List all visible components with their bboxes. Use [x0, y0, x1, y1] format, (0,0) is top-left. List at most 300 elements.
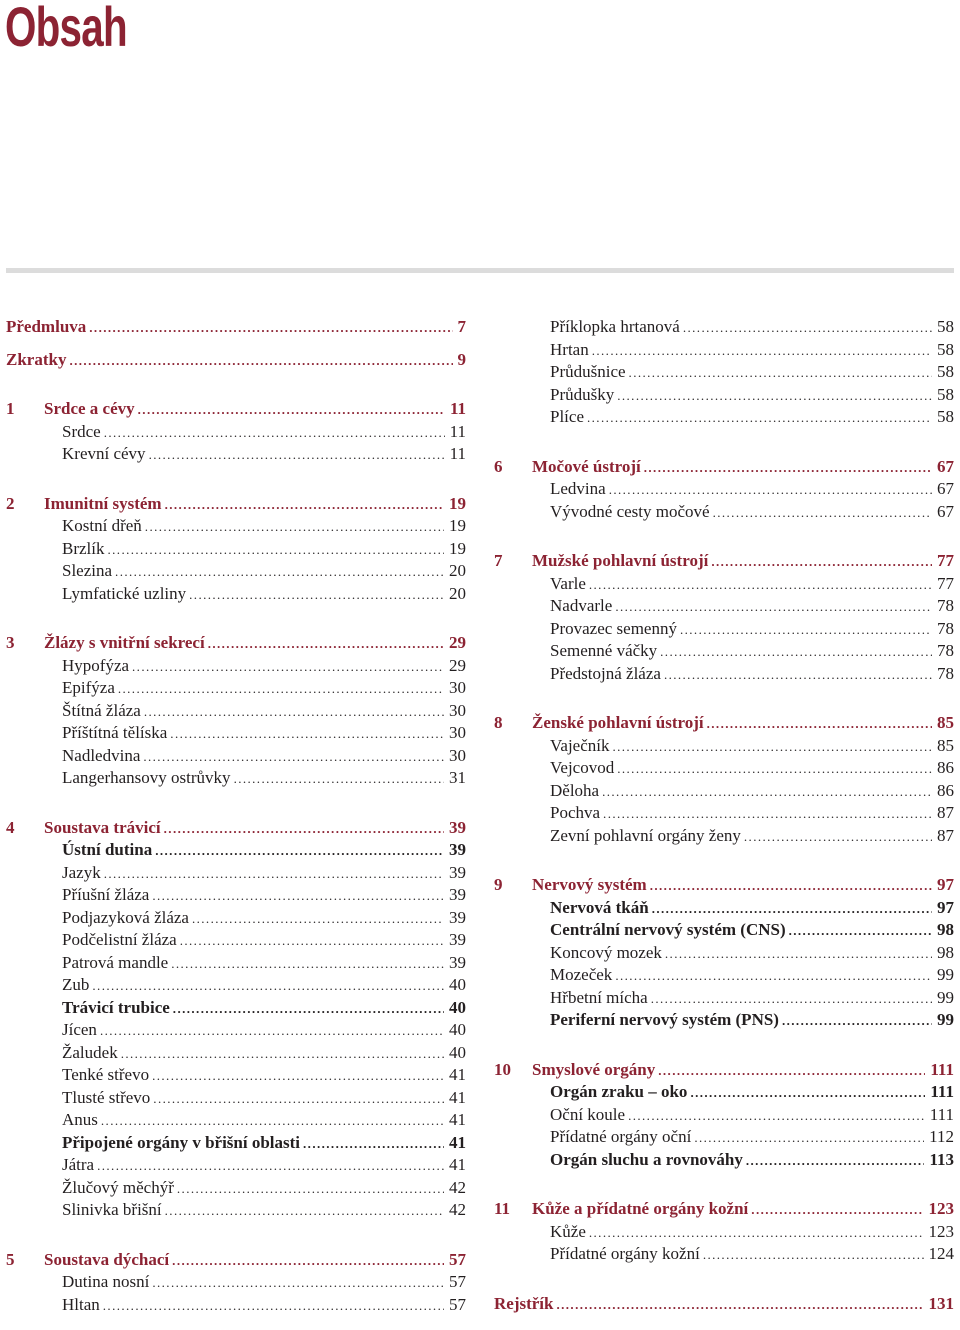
toc-entry-label: Patrová mandle: [62, 952, 169, 972]
toc-chapter-row[interactable]: [494, 456, 954, 479]
toc-spacer: [6, 605, 466, 632]
toc-page-number: 19: [449, 516, 466, 535]
toc-entry-label: Podjazyková žláza: [62, 907, 189, 927]
toc-spacer: [6, 466, 466, 493]
toc-entry-label: Brzlík: [62, 538, 105, 558]
toc-page-number: 57: [449, 1272, 466, 1291]
toc-section-row[interactable]: [6, 1177, 466, 1200]
toc-page-number: 67: [937, 456, 954, 476]
toc-page-number: 67: [937, 479, 954, 498]
toc-page-number: 78: [937, 596, 954, 615]
toc-entry-label: Hřbetní mícha: [550, 987, 648, 1007]
toc-chapter-row[interactable]: [6, 1249, 466, 1272]
toc-page-number: 7: [457, 317, 466, 336]
toc-section-row[interactable]: [6, 1199, 466, 1222]
toc-page-number: 40: [449, 1020, 466, 1039]
toc-entry-label: Nervová tkáň: [550, 897, 649, 917]
toc-chapter-row[interactable]: [494, 1059, 954, 1082]
toc-chapter-row[interactable]: [6, 493, 466, 516]
toc-spacer: [6, 371, 466, 398]
toc-entry-label: Hrtan: [550, 339, 589, 359]
toc-page-number: 40: [449, 1042, 466, 1062]
toc-page-number: 111: [929, 1104, 954, 1124]
toc-section-row[interactable]: [6, 839, 466, 862]
toc-spacer: [494, 1266, 954, 1293]
toc-section-row[interactable]: [6, 1042, 466, 1065]
toc-entry-label: Oční koule: [550, 1104, 626, 1124]
toc-entry-label: Vaječník: [550, 735, 610, 755]
toc-entry-body: [550, 595, 954, 618]
toc-entry-label: Kůže: [550, 1221, 586, 1241]
toc-page-number: 113: [929, 1149, 954, 1169]
toc-entry-label: Příušní žláza: [62, 885, 150, 904]
dot-leader: [782, 1010, 932, 1032]
toc-section-row[interactable]: [6, 421, 466, 444]
toc-section-row[interactable]: [494, 757, 954, 780]
toc-section-row[interactable]: [6, 1064, 466, 1087]
toc-entry-label: Pochva: [550, 803, 601, 822]
toc-page-number: 131: [928, 1293, 954, 1313]
toc-spacer: [6, 339, 466, 349]
dot-leader: [589, 574, 932, 596]
toc-section-row[interactable]: [494, 1009, 954, 1032]
toc-entry-body: [550, 361, 954, 384]
toc-page-number: 97: [937, 875, 954, 894]
toc-section-row[interactable]: [6, 1109, 466, 1132]
toc-entry-body: [550, 919, 954, 942]
dot-leader: [103, 1295, 444, 1317]
toc-entry-label: Hltan: [62, 1294, 100, 1314]
toc-page-number: 78: [937, 641, 954, 660]
toc-entry-label: Soustava trávicí: [44, 817, 161, 837]
toc-entry-body: [62, 1294, 466, 1317]
dot-leader: [104, 863, 444, 885]
toc-section-row[interactable]: [494, 501, 954, 524]
toc-section-row[interactable]: [494, 964, 954, 987]
dot-leader: [587, 407, 932, 429]
toc-page-number: 77: [937, 573, 954, 593]
toc-section-row[interactable]: [494, 919, 954, 942]
toc-section-row[interactable]: [6, 560, 466, 583]
toc-page-number: 9: [457, 349, 466, 369]
toc-page-number: 57: [449, 1294, 466, 1314]
toc-section-row[interactable]: [494, 339, 954, 362]
toc-top-entry-row[interactable]: [6, 316, 466, 339]
toc-section-row[interactable]: [6, 1154, 466, 1177]
toc-entry-label: Smyslové orgány: [532, 1059, 656, 1079]
toc-section-row[interactable]: [494, 802, 954, 825]
dot-leader: [592, 340, 932, 362]
chapter-number: 9: [494, 875, 503, 894]
dot-leader: [189, 584, 444, 606]
toc-entry-label: Přídatné orgány oční: [550, 1127, 692, 1146]
toc-section-row[interactable]: [494, 406, 954, 429]
toc-entry-body: [532, 550, 954, 573]
dot-leader: [208, 633, 444, 655]
toc-entry-body: [532, 712, 954, 735]
toc-entry-body: [62, 862, 466, 885]
toc-entry-body: [62, 929, 466, 952]
dot-leader: [628, 1105, 925, 1127]
dot-leader: [602, 781, 932, 803]
chapter-number: 2: [6, 493, 15, 513]
chapter-number: 1: [6, 399, 15, 418]
toc-entry-label: Slezina: [62, 561, 113, 580]
toc-section-row[interactable]: [494, 663, 954, 686]
chapter-number: 7: [494, 551, 503, 570]
toc-page-number: 30: [449, 745, 466, 765]
toc-entry-body: [550, 1104, 954, 1127]
toc-entry-label: Langerhansovy ostrůvky: [62, 768, 231, 787]
toc-page-number: 41: [449, 1065, 466, 1084]
dot-leader: [97, 1155, 444, 1177]
toc-entry-body: [62, 1087, 466, 1110]
toc-page-number: 123: [928, 1221, 954, 1241]
dot-leader: [180, 930, 444, 952]
dot-leader: [121, 1043, 444, 1065]
toc-entry-label: Anus: [62, 1110, 98, 1129]
dot-leader: [165, 1200, 444, 1222]
toc-entry-label: Kůže a přídatné orgány kožní: [532, 1199, 749, 1218]
toc-chapter-row[interactable]: [6, 398, 466, 421]
toc-page-number: 11: [449, 399, 466, 418]
dot-leader: [617, 385, 932, 407]
toc-entry-body: [550, 1126, 954, 1149]
toc-page-number: 112: [929, 1127, 954, 1146]
dot-leader: [177, 1178, 444, 1200]
toc-chapter-row[interactable]: [494, 874, 954, 897]
toc-page-number: 86: [937, 780, 954, 800]
toc-section-row[interactable]: [6, 515, 466, 538]
toc-section-row[interactable]: [6, 655, 466, 678]
toc-page-number: 39: [449, 907, 466, 927]
toc-entry-label: Jazyk: [62, 862, 101, 882]
toc-entry-label: Přídatné orgány kožní: [550, 1244, 700, 1263]
toc-entry-label: Nervový systém: [532, 875, 647, 894]
dot-leader: [115, 561, 444, 583]
toc-section-row[interactable]: [6, 700, 466, 723]
toc-section-row[interactable]: [494, 1081, 954, 1104]
toc-entry-body: [550, 640, 954, 663]
toc-entry-body: [62, 907, 466, 930]
toc-section-row[interactable]: [494, 1243, 954, 1266]
toc-entry-label: Orgán sluchu a rovnováhy: [550, 1149, 743, 1169]
toc-entry-label: Nadvarle: [550, 596, 613, 615]
toc-section-row[interactable]: [6, 997, 466, 1020]
toc-entry-body: [532, 1059, 954, 1082]
toc-page-number: 78: [937, 618, 954, 638]
dot-leader: [707, 713, 932, 735]
dot-leader: [751, 1199, 923, 1221]
toc-page-number: 111: [930, 1059, 954, 1079]
toc-page-number: 20: [449, 561, 466, 580]
toc-entry-body: [62, 515, 466, 538]
toc-entry-body: [62, 538, 466, 561]
dot-leader: [171, 953, 444, 975]
toc-column-left: [6, 316, 466, 1316]
toc-page-number: 31: [449, 768, 466, 787]
toc-entry-body: [550, 406, 954, 429]
toc-entry-body: [532, 1198, 954, 1221]
dot-leader: [711, 551, 932, 573]
toc-page-number: 29: [449, 633, 466, 652]
toc-spacer: [6, 790, 466, 817]
toc-entry-body: [550, 1221, 954, 1244]
toc-section-row[interactable]: [6, 1087, 466, 1110]
toc-page-number: 67: [937, 501, 954, 521]
toc-section-row[interactable]: [494, 987, 954, 1010]
toc-section-row[interactable]: [6, 884, 466, 907]
dot-leader: [170, 723, 444, 745]
toc-section-row[interactable]: [494, 316, 954, 339]
dot-leader: [746, 1150, 925, 1172]
toc-entry-body: [62, 655, 466, 678]
toc-entry-body: [550, 1243, 954, 1266]
toc-entry-label: Připojené orgány v břišní oblasti: [62, 1132, 301, 1152]
dot-leader: [100, 1020, 444, 1042]
toc-entry-body: [550, 501, 954, 524]
toc-chapter-row[interactable]: [494, 550, 954, 573]
toc-section-row[interactable]: [494, 825, 954, 848]
dot-leader: [664, 664, 932, 686]
toc-section-row[interactable]: [494, 595, 954, 618]
toc-entry-label: Děloha: [550, 780, 600, 800]
dot-leader: [589, 1222, 924, 1244]
chapter-number: 10: [494, 1059, 511, 1079]
toc-entry-body: [550, 663, 954, 686]
toc-entry-body: [550, 825, 954, 848]
toc-section-row[interactable]: [494, 897, 954, 920]
toc-entry-body: [62, 1154, 466, 1177]
dot-leader: [615, 965, 932, 987]
toc-entry-label: Předstojná žláza: [550, 663, 661, 683]
dot-leader: [690, 1082, 925, 1104]
toc-entry-body: [44, 817, 466, 840]
toc-entry-label: Průdušky: [550, 384, 615, 404]
toc-entry-body: [550, 1081, 954, 1104]
toc-page-number: 58: [937, 362, 954, 381]
dot-leader: [651, 988, 932, 1010]
toc-entry-body: [550, 735, 954, 758]
toc-section-row[interactable]: [494, 1126, 954, 1149]
chapter-number: 4: [6, 817, 15, 837]
toc-section-row[interactable]: [6, 1294, 466, 1317]
toc-section-row[interactable]: [6, 538, 466, 561]
toc-entry-body: [62, 745, 466, 768]
toc-entry-label: Dutina nosní: [62, 1272, 150, 1291]
toc-page-number: 78: [937, 663, 954, 683]
toc-entry-body: [62, 700, 466, 723]
toc-section-row[interactable]: [6, 974, 466, 997]
toc-entry-label: Imunitní systém: [44, 493, 162, 513]
dot-leader: [694, 1127, 924, 1149]
toc-entry-label: Ledvina: [550, 479, 606, 498]
toc-spacer: [494, 523, 954, 550]
toc-entry-label: Jícen: [62, 1020, 97, 1039]
dot-leader: [69, 350, 452, 372]
toc-section-row[interactable]: [494, 384, 954, 407]
toc-entry-body: [532, 874, 954, 897]
toc-chapter-row[interactable]: [6, 632, 466, 655]
toc-section-row[interactable]: [6, 722, 466, 745]
toc-entry-label: Srdce: [62, 421, 101, 441]
toc-entry-label: Kostní dřeň: [62, 516, 142, 535]
toc-section-row[interactable]: [494, 478, 954, 501]
toc-entry-body: [550, 802, 954, 825]
toc-section-row[interactable]: [494, 1104, 954, 1127]
dot-leader: [615, 596, 932, 618]
toc-entry-body: [44, 493, 466, 516]
toc-entry-label: Lymfatické uzliny: [62, 583, 187, 603]
dot-leader: [629, 362, 932, 384]
toc-entry-body: [62, 583, 466, 606]
toc-entry-label: Mužské pohlavní ústrojí: [532, 551, 709, 570]
toc-entry-body: [62, 1271, 466, 1294]
chapter-number: 6: [494, 456, 503, 476]
toc-page-number: 19: [449, 493, 466, 513]
toc-entry-body: [550, 964, 954, 987]
toc-top-entry-row[interactable]: [6, 349, 466, 372]
toc-section-row[interactable]: [494, 618, 954, 641]
toc-entry-body: [62, 421, 466, 444]
chapter-number: 5: [6, 1249, 15, 1269]
toc-entry-label: Semenné váčky: [550, 641, 658, 660]
toc-page-number: 41: [449, 1132, 466, 1152]
toc-entry-body: [550, 339, 954, 362]
toc-section-row[interactable]: [6, 443, 466, 466]
toc-page-number: 98: [937, 920, 954, 939]
dot-leader: [138, 399, 445, 421]
toc-page-number: 39: [449, 952, 466, 972]
dot-leader: [152, 885, 444, 907]
toc-top-entry-row[interactable]: [494, 1293, 954, 1316]
toc-entry-label: Vývodné cesty močové: [550, 501, 710, 521]
toc-page-number: 30: [449, 723, 466, 742]
toc-entry-label: Slinivka břišní: [62, 1200, 162, 1219]
toc-page-number: 98: [937, 942, 954, 962]
toc-entry-body: [62, 677, 466, 700]
toc-entry-label: Rejstřík: [494, 1293, 554, 1313]
dot-leader: [680, 619, 932, 641]
dot-leader: [609, 479, 932, 501]
toc-page-number: 11: [449, 421, 466, 441]
dot-leader: [303, 1133, 444, 1155]
toc-page-number: 85: [937, 735, 954, 755]
toc-chapter-row[interactable]: [6, 817, 466, 840]
toc-section-row[interactable]: [6, 767, 466, 790]
toc-section-row[interactable]: [494, 942, 954, 965]
toc-page-number: 39: [449, 885, 466, 904]
page-title: Obsah: [5, 0, 127, 58]
toc-entry-label: Epifýza: [62, 678, 115, 697]
toc-entry-body: [62, 839, 466, 862]
toc-entry-label: Mozeček: [550, 965, 613, 984]
toc-entry-body: [550, 942, 954, 965]
toc-section-row[interactable]: [6, 862, 466, 885]
toc-page-number: 58: [937, 317, 954, 336]
toc-section-row[interactable]: [494, 1221, 954, 1244]
toc-entry-label: Žlázy s vnitřní sekrecí: [44, 633, 205, 652]
toc-entry-body: [62, 952, 466, 975]
dot-leader: [101, 1110, 444, 1132]
dot-leader: [612, 736, 932, 758]
toc-section-row[interactable]: [6, 929, 466, 952]
chapter-number: 11: [494, 1199, 511, 1218]
dot-leader: [108, 539, 445, 561]
toc-page-number: 58: [937, 339, 954, 359]
toc-entry-body: [550, 384, 954, 407]
toc-page-number: 39: [449, 817, 466, 837]
toc-page-number: 123: [928, 1199, 954, 1218]
toc-section-row[interactable]: [6, 677, 466, 700]
dot-leader: [660, 641, 932, 663]
toc-entry-label: Srdce a cévy: [44, 399, 135, 418]
toc-spacer: [494, 685, 954, 712]
toc-spacer: [494, 1032, 954, 1059]
toc-section-row[interactable]: [494, 573, 954, 596]
dot-leader: [658, 1060, 925, 1082]
toc-section-row[interactable]: [6, 952, 466, 975]
toc-section-row[interactable]: [494, 640, 954, 663]
toc-section-row[interactable]: [6, 1019, 466, 1042]
toc-section-row[interactable]: [6, 583, 466, 606]
toc-entry-body: [550, 316, 954, 339]
dot-leader: [650, 875, 932, 897]
toc-column-right: [494, 316, 954, 1315]
toc-page-number: 77: [937, 551, 954, 570]
toc-entry-label: Zevní pohlavní orgány ženy: [550, 825, 741, 845]
toc-entry-body: [62, 1199, 466, 1222]
toc-entry-label: Nadledvina: [62, 745, 141, 765]
toc-entry-label: Koncový mozek: [550, 942, 662, 962]
toc-page-number: 99: [937, 965, 954, 984]
toc-entry-body: [44, 1249, 466, 1272]
dot-leader: [155, 840, 444, 862]
toc-spacer: [6, 1222, 466, 1249]
toc-entry-body: [62, 1064, 466, 1087]
toc-section-row[interactable]: [6, 745, 466, 768]
toc-section-row[interactable]: [6, 907, 466, 930]
toc-entry-body: [550, 618, 954, 641]
dot-leader: [149, 444, 445, 466]
toc-entry-body: [62, 767, 466, 790]
toc-chapter-row[interactable]: [494, 712, 954, 735]
toc-section-row[interactable]: [494, 735, 954, 758]
toc-page-number: 40: [449, 997, 466, 1017]
dot-leader: [703, 1244, 924, 1266]
toc-entry-body: [62, 997, 466, 1020]
toc-entry-label: Periferní nervový systém (PNS): [550, 1010, 779, 1029]
toc-page-number: 29: [449, 655, 466, 675]
dot-leader: [192, 908, 444, 930]
toc-entry-label: Tlusté střevo: [62, 1087, 151, 1107]
toc-section-row[interactable]: [494, 780, 954, 803]
toc-page-number: 58: [937, 407, 954, 426]
toc-chapter-row[interactable]: [494, 1198, 954, 1221]
dot-leader: [164, 818, 444, 840]
toc-entry-body: [6, 349, 466, 372]
toc-section-row[interactable]: [6, 1132, 466, 1155]
toc-page-number: 39: [449, 862, 466, 882]
toc-page-number: 41: [449, 1155, 466, 1174]
toc-page-number: 87: [937, 825, 954, 845]
toc-entry-label: Hypofýza: [62, 655, 130, 675]
toc-section-row[interactable]: [494, 361, 954, 384]
toc-section-row[interactable]: [6, 1271, 466, 1294]
toc-section-row[interactable]: [494, 1149, 954, 1172]
toc-entry-label: Krevní cévy: [62, 444, 146, 463]
toc-spacer: [494, 429, 954, 456]
